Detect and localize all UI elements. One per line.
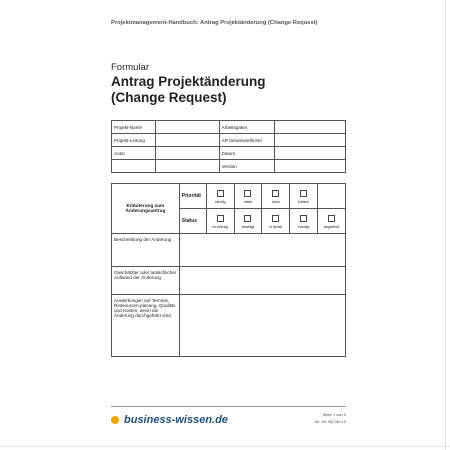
status-option[interactable] xyxy=(262,209,290,234)
status-label: Status xyxy=(179,209,206,234)
table-row xyxy=(112,295,346,357)
title-line-1: Antrag Projektänderung xyxy=(111,74,266,89)
checkbox-icon[interactable] xyxy=(272,215,279,222)
priority-option[interactable] xyxy=(290,184,318,209)
page-number: Seite 1 von 2 xyxy=(322,412,346,417)
priority-label: Priorität xyxy=(179,184,206,209)
checkbox-icon[interactable] xyxy=(244,190,251,197)
page-edge-right xyxy=(445,0,446,450)
info-label xyxy=(112,160,156,173)
option-label: in Arbeit xyxy=(269,224,283,229)
info-value-field[interactable] xyxy=(155,121,219,134)
priority-option[interactable] xyxy=(234,184,262,209)
priority-option[interactable] xyxy=(206,184,234,209)
title-line-2: (Change Request) xyxy=(111,90,227,105)
effort-field[interactable] xyxy=(179,267,345,295)
checkbox-icon[interactable] xyxy=(217,190,224,197)
info-value-field[interactable] xyxy=(155,134,219,147)
table-row xyxy=(112,234,346,267)
priority-row xyxy=(112,184,346,209)
page-header: Projektmanagement-Handbuch: Antrag Projektänderung (Change Request) xyxy=(111,20,318,26)
info-label: Arbeitspaket xyxy=(219,121,275,134)
description-field[interactable] xyxy=(179,234,345,267)
logo-dot-icon xyxy=(111,416,119,424)
info-label: Datum xyxy=(219,147,275,160)
table-row xyxy=(112,160,346,173)
info-value-field[interactable] xyxy=(275,134,346,147)
footer-divider xyxy=(111,406,346,407)
table-row xyxy=(112,121,346,134)
project-info-table xyxy=(111,120,346,173)
option-label: abgelehnt xyxy=(323,224,340,229)
checkbox-icon[interactable] xyxy=(328,215,335,222)
table-row xyxy=(112,147,346,160)
checkbox-icon[interactable] xyxy=(244,215,251,222)
info-label: Version xyxy=(219,160,275,173)
option-label: niedrig xyxy=(214,199,226,204)
checkbox-icon[interactable] xyxy=(217,215,224,222)
page-info xyxy=(290,411,346,425)
option-label: erledigt xyxy=(297,224,310,229)
form-label: Formular xyxy=(111,62,150,73)
checkbox-icon[interactable] xyxy=(272,190,279,197)
info-value-field[interactable] xyxy=(155,147,219,160)
checkbox-icon[interactable] xyxy=(300,190,307,197)
option-label: hoch xyxy=(271,199,280,204)
impact-field[interactable] xyxy=(179,295,345,357)
change-request-table xyxy=(111,183,346,357)
info-label: Autor xyxy=(112,147,156,160)
page-edge-bottom xyxy=(0,446,450,447)
request-heading: Erläuterung zum Änderungsantrag xyxy=(112,184,180,234)
priority-option[interactable] xyxy=(262,184,290,209)
info-label: Projekt-Name xyxy=(112,121,156,134)
row-label: Beschreibung der Änderung xyxy=(112,234,180,267)
empty-cell xyxy=(318,184,346,209)
info-value-field[interactable] xyxy=(275,121,346,134)
info-value-field[interactable] xyxy=(155,160,219,173)
option-label: bewilligt xyxy=(241,224,255,229)
info-value-field[interactable] xyxy=(275,147,346,160)
info-label: AP-Verantwortlicher xyxy=(219,134,275,147)
article-number: Art.-Nr. 06.190.12 xyxy=(314,419,346,424)
info-value-field[interactable] xyxy=(275,160,346,173)
status-option[interactable] xyxy=(318,209,346,234)
table-row xyxy=(112,267,346,295)
info-label: Projekt-Leitung xyxy=(112,134,156,147)
table-row xyxy=(112,134,346,147)
option-label: im Antrag xyxy=(212,224,228,229)
option-label: kritisch xyxy=(298,199,310,204)
status-option[interactable] xyxy=(290,209,318,234)
row-label: Geschätzter oder tatsächlicher Aufwand der Änderung xyxy=(112,267,180,295)
status-option[interactable] xyxy=(206,209,234,234)
row-label: Auswirkungen auf Termine, Ressourcen-planung, Qualität und Kosten, wenn die Änderung durchgeführt wird xyxy=(112,295,180,357)
brand-logo-text: business-wissen.de xyxy=(124,414,228,426)
checkbox-icon[interactable] xyxy=(300,215,307,222)
page-title xyxy=(111,74,266,106)
status-option[interactable] xyxy=(234,209,262,234)
option-label: mittel xyxy=(243,199,253,204)
